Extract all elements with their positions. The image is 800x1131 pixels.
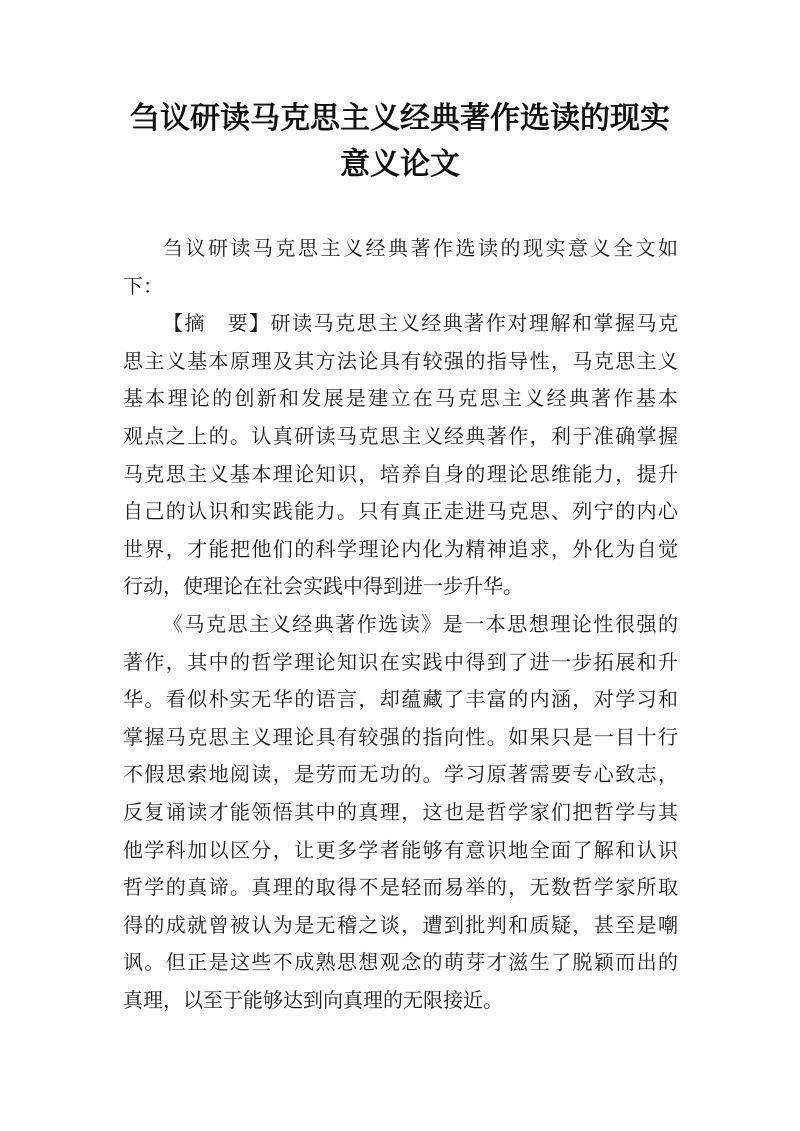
text-line: 马克思主义基本理论知识，培养自身的理论思维能力，提升 bbox=[123, 461, 678, 486]
text-line: 著作，其中的哲学理论知识在实践中得到了进一步拓展和升 bbox=[123, 649, 678, 674]
text-line: 讽。但正是这些不成熟思想观念的萌芽才滋生了脱颖而出的 bbox=[123, 950, 678, 975]
text-line: 掌握马克思主义理论具有较强的指向性。如果只是一目十行 bbox=[123, 724, 678, 749]
text-line: 基本理论的创新和发展是建立在马克思主义经典著作基本 bbox=[123, 386, 678, 411]
text-line: 哲学的真谛。真理的取得不是轻而易举的，无数哲学家所取 bbox=[123, 875, 678, 900]
title-line-1: 刍议研读马克思主义经典著作选读的现实 bbox=[130, 101, 670, 136]
text-line: 得的成就曾被认为是无稽之谈，遭到批判和质疑，甚至是嘲 bbox=[123, 912, 678, 937]
document-body bbox=[123, 230, 678, 1019]
document-title bbox=[100, 96, 700, 188]
paragraph-body bbox=[123, 606, 678, 1020]
text-line: 观点之上的。认真研读马克思主义经典著作，利于准确掌握 bbox=[123, 423, 678, 448]
text-line: 反复诵读才能领悟其中的真理，这也是哲学家们把哲学与其 bbox=[123, 799, 678, 824]
text-line: 自己的认识和实践能力。只有真正走进马克思、列宁的内心 bbox=[123, 499, 678, 524]
text-line: 他学科加以区分，让更多学者能够有意识地全面了解和认识 bbox=[123, 837, 678, 862]
text-line: 【摘 要】研读马克思主义经典著作对理解和掌握马克 bbox=[163, 311, 678, 336]
text-line: 华。看似朴实无华的语言，却蕴藏了丰富的内涵，对学习和 bbox=[123, 687, 678, 712]
paragraph-abstract bbox=[123, 305, 678, 606]
text-line: 《马克思主义经典著作选读》是一本思想理论性很强的 bbox=[163, 611, 678, 636]
text-line: 刍议研读马克思主义经典著作选读的现实意义全文如 bbox=[163, 236, 678, 260]
text-line: 思主义基本原理及其方法论具有较强的指导性，马克思主义 bbox=[123, 348, 678, 373]
title-line-2: 意义论文 bbox=[340, 147, 460, 182]
text-line: 世界，才能把他们的科学理论内化为精神追求，外化为自觉 bbox=[123, 536, 678, 561]
paragraph-intro bbox=[123, 230, 678, 305]
text-line: 真理，以至于能够达到向真理的无限接近。 bbox=[123, 987, 503, 1012]
text-line: 不假思索地阅读，是劳而无功的。学习原著需要专心致志， bbox=[123, 762, 678, 787]
text-line: 下： bbox=[123, 273, 163, 298]
text-line: 行动，使理论在社会实践中得到进一步升华。 bbox=[123, 574, 523, 599]
